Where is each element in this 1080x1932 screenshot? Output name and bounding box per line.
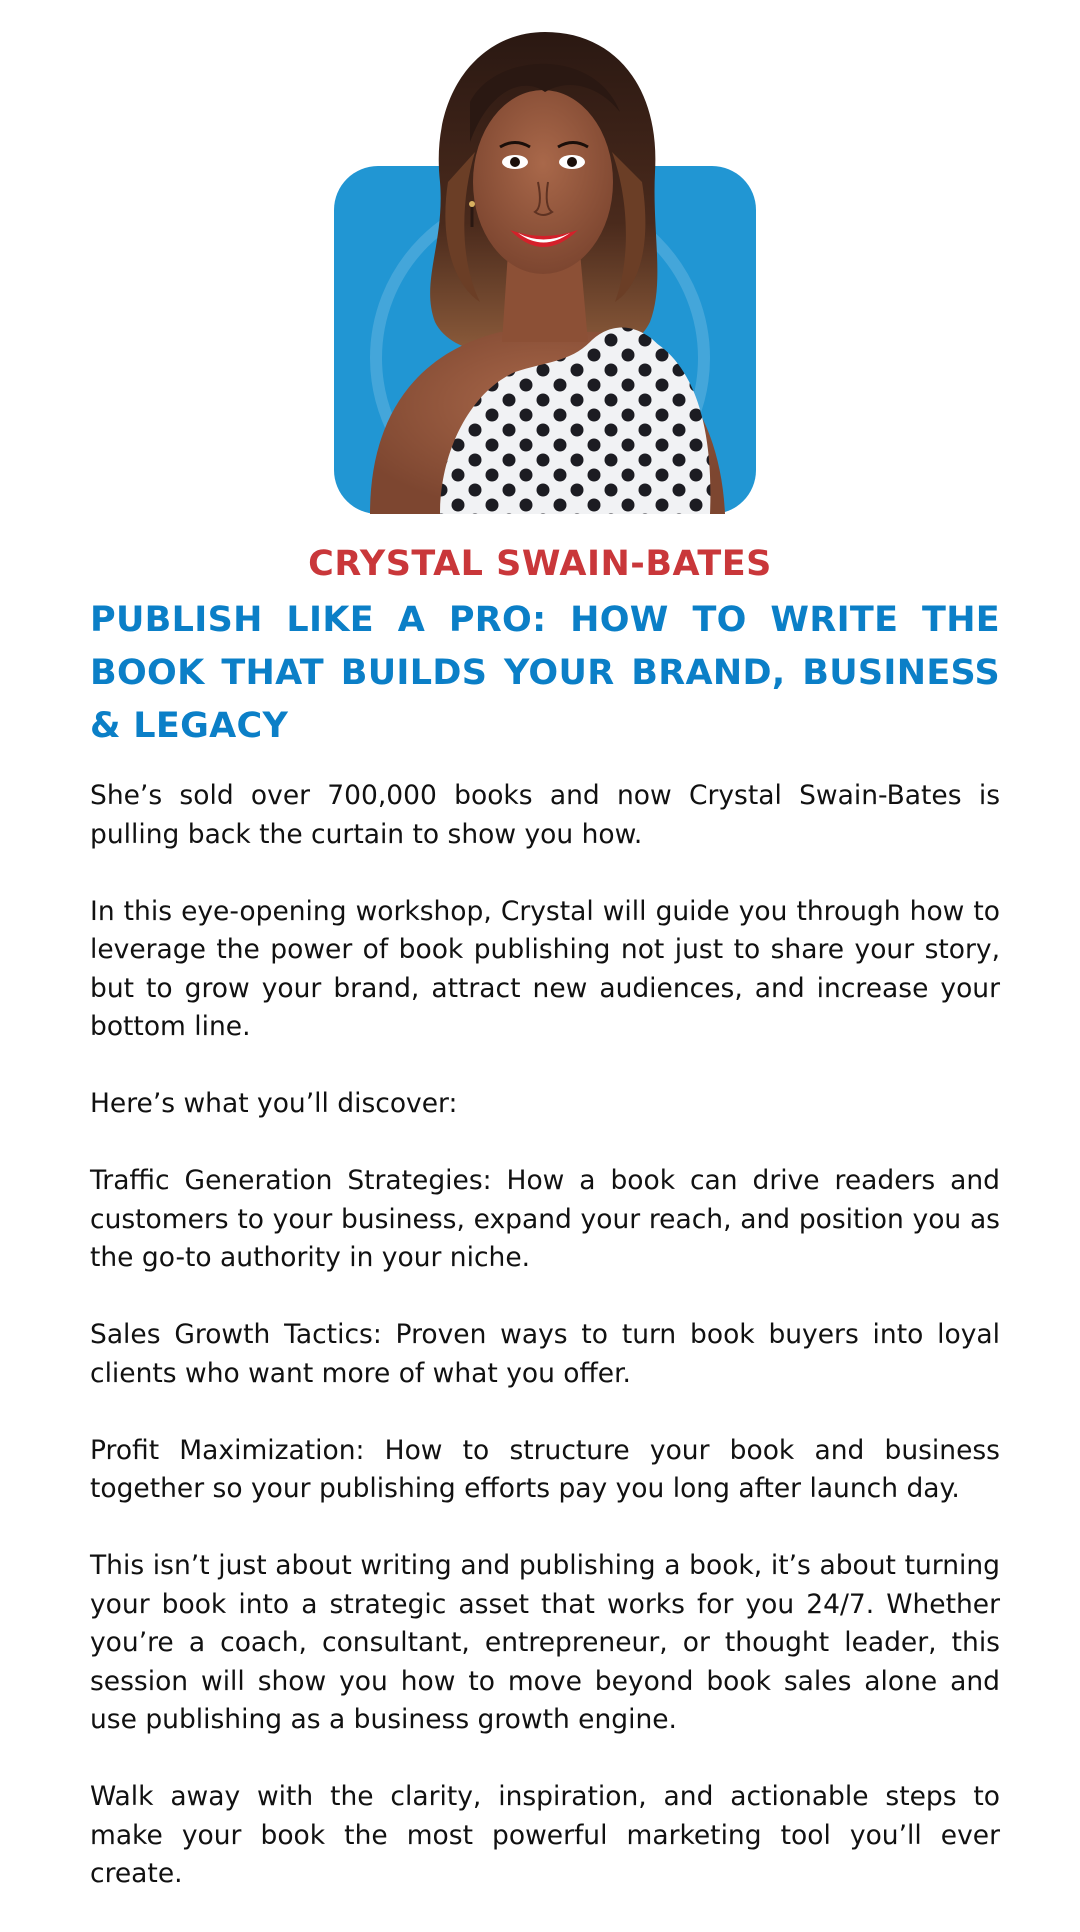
session-description — [90, 777, 1000, 1932]
intro-paragraph: She’s sold over 700,000 books and now Crystal Swain-Bates is pulling back the curtain to show you how. — [90, 780, 1000, 850]
strategy-paragraph: This isn’t just about writing and publishing a book, it’s about turning your book into a strategic asset that works for you 24/7. Whether you’re a coach, consultant, entrepreneur, or thought leader, this session will show you how to move beyond book sales alone and use publishing as a business growth engine. — [90, 1550, 1000, 1735]
sales-paragraph: Sales Growth Tactics: Proven ways to turn book buyers into loyal clients who want more of what you offer. — [90, 1319, 1000, 1389]
profit-paragraph: Profit Maximization: How to structure your book and business together so your publishing efforts pay you long after launch day. — [90, 1434, 1000, 1504]
workshop-paragraph: In this eye-opening workshop, Crystal will guide you through how to leverage the power of book publishing not just to share your story, but to grow your brand, attract new audiences, and increase your bottom line. — [90, 895, 1000, 1042]
speaker-photo — [330, 32, 756, 514]
speaker-name: CRYSTAL SWAIN-BATES — [308, 544, 772, 584]
traffic-paragraph: Traffic Generation Strategies: How a book can drive readers and customers to your business, expand your reach, and position you as the go-to authority in your niche. — [90, 1165, 1000, 1273]
closing-paragraph: Walk away with the clarity, inspiration, and actionable steps to make your book the most powerful marketing tool you’ll ever create. — [90, 1781, 1000, 1889]
session-title: PUBLISH LIKE A PRO: HOW TO WRITE THE BOOK THAT BUILDS YOUR BRAND, BUSINESS & LEGACY — [90, 600, 1000, 746]
discover-heading: Here’s what you’ll discover: — [90, 1088, 458, 1119]
speaker-portrait-icon — [330, 32, 756, 514]
